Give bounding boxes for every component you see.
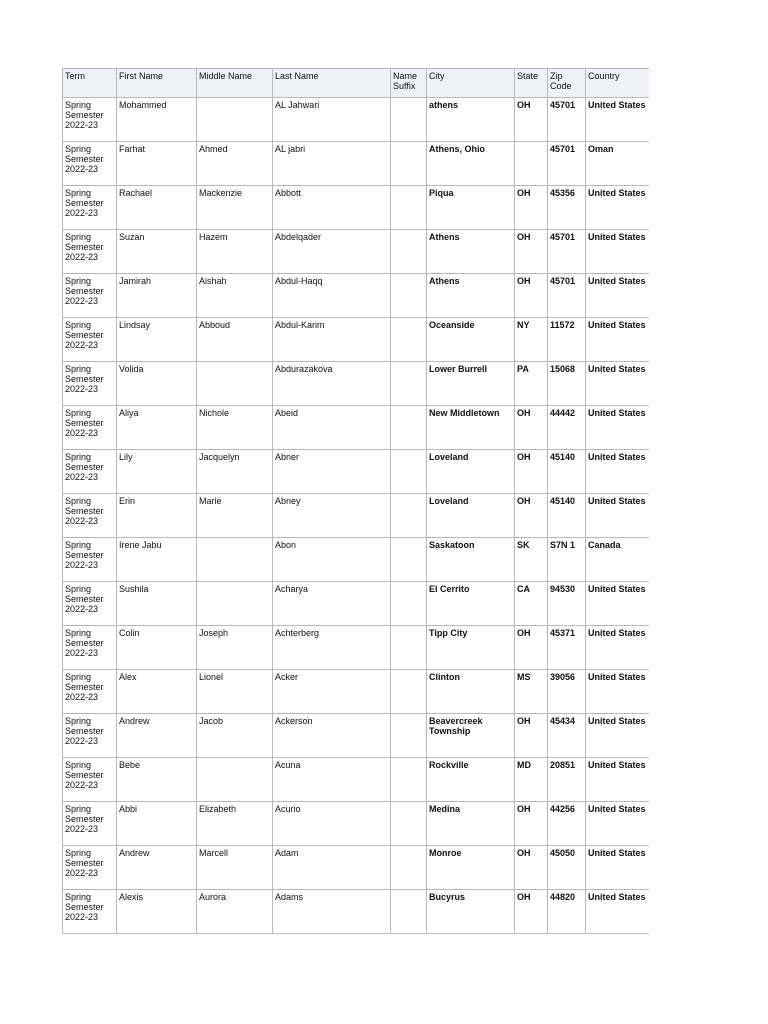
table-row <box>63 538 649 582</box>
cell-state: OH <box>515 626 548 670</box>
cell-term: Spring Semester 2022-23 <box>63 582 117 626</box>
cell-first-name: Colin <box>117 626 197 670</box>
table-row <box>63 670 649 714</box>
cell-zip-code: 11572 <box>548 318 586 362</box>
cell-last-name: AL Jahwari <box>273 98 391 142</box>
cell-middle-name: Joseph <box>197 626 273 670</box>
cell-state: OH <box>515 714 548 758</box>
table-row <box>63 758 649 802</box>
cell-country: United States <box>586 758 649 802</box>
cell-last-name: Abbott <box>273 186 391 230</box>
table-row <box>63 142 649 186</box>
cell-middle-name <box>197 98 273 142</box>
cell-last-name: Abdurazakova <box>273 362 391 406</box>
cell-term: Spring Semester 2022-23 <box>63 538 117 582</box>
cell-state <box>515 142 548 186</box>
cell-last-name: AL jabri <box>273 142 391 186</box>
cell-state: OH <box>515 230 548 274</box>
cell-zip-code: 44820 <box>548 890 586 934</box>
cell-first-name: Alex <box>117 670 197 714</box>
cell-middle-name: Abboud <box>197 318 273 362</box>
cell-name-suffix <box>391 890 427 934</box>
cell-city: Beavercreek Township <box>427 714 515 758</box>
cell-middle-name: Elizabeth <box>197 802 273 846</box>
cell-name-suffix <box>391 714 427 758</box>
cell-first-name: Andrew <box>117 846 197 890</box>
cell-name-suffix <box>391 230 427 274</box>
cell-middle-name: Mackenzie <box>197 186 273 230</box>
header-row <box>63 69 649 98</box>
cell-zip-code: 45434 <box>548 714 586 758</box>
cell-state: OH <box>515 846 548 890</box>
cell-city: El Cerrito <box>427 582 515 626</box>
cell-middle-name: Jacquelyn <box>197 450 273 494</box>
cell-city: Oceanside <box>427 318 515 362</box>
cell-country: United States <box>586 802 649 846</box>
cell-country: United States <box>586 450 649 494</box>
cell-last-name: Acharya <box>273 582 391 626</box>
cell-first-name: Sushila <box>117 582 197 626</box>
cell-term: Spring Semester 2022-23 <box>63 494 117 538</box>
table-row <box>63 626 649 670</box>
cell-name-suffix <box>391 802 427 846</box>
cell-city: Athens, Ohio <box>427 142 515 186</box>
table-row <box>63 274 649 318</box>
cell-zip-code: 45701 <box>548 142 586 186</box>
cell-state: NY <box>515 318 548 362</box>
cell-name-suffix <box>391 98 427 142</box>
table-row <box>63 494 649 538</box>
table-row <box>63 98 649 142</box>
cell-country: United States <box>586 714 649 758</box>
cell-name-suffix <box>391 494 427 538</box>
cell-middle-name <box>197 758 273 802</box>
column-header-last-name: Last Name <box>273 69 391 98</box>
cell-last-name: Abdelqader <box>273 230 391 274</box>
cell-zip-code: 15068 <box>548 362 586 406</box>
cell-middle-name <box>197 538 273 582</box>
column-header-name-suffix: Name Suffix <box>391 69 427 98</box>
cell-city: Loveland <box>427 494 515 538</box>
table-row <box>63 450 649 494</box>
cell-state: OH <box>515 406 548 450</box>
cell-first-name: Irene Jabu <box>117 538 197 582</box>
cell-first-name: Mohammed <box>117 98 197 142</box>
cell-first-name: Aliya <box>117 406 197 450</box>
cell-country: United States <box>586 230 649 274</box>
cell-state: OH <box>515 186 548 230</box>
cell-term: Spring Semester 2022-23 <box>63 142 117 186</box>
cell-name-suffix <box>391 758 427 802</box>
cell-zip-code: S7N 1 <box>548 538 586 582</box>
cell-country: United States <box>586 890 649 934</box>
cell-zip-code: 94530 <box>548 582 586 626</box>
cell-name-suffix <box>391 582 427 626</box>
table-body <box>63 98 649 934</box>
cell-term: Spring Semester 2022-23 <box>63 98 117 142</box>
cell-middle-name: Jacob <box>197 714 273 758</box>
table-row <box>63 362 649 406</box>
column-header-state: State <box>515 69 548 98</box>
cell-first-name: Andrew <box>117 714 197 758</box>
cell-first-name: Suzan <box>117 230 197 274</box>
cell-state: MD <box>515 758 548 802</box>
cell-state: OH <box>515 450 548 494</box>
column-header-zip-code: Zip Code <box>548 69 586 98</box>
cell-term: Spring Semester 2022-23 <box>63 274 117 318</box>
cell-zip-code: 45140 <box>548 450 586 494</box>
cell-city: Medina <box>427 802 515 846</box>
cell-city: New Middletown <box>427 406 515 450</box>
cell-state: PA <box>515 362 548 406</box>
column-header-middle-name: Middle Name <box>197 69 273 98</box>
table-row <box>63 802 649 846</box>
cell-last-name: Abney <box>273 494 391 538</box>
cell-country: United States <box>586 406 649 450</box>
cell-last-name: Abner <box>273 450 391 494</box>
cell-city: Bucyrus <box>427 890 515 934</box>
cell-zip-code: 45356 <box>548 186 586 230</box>
cell-state: OH <box>515 802 548 846</box>
cell-state: OH <box>515 890 548 934</box>
cell-middle-name <box>197 362 273 406</box>
cell-last-name: Acker <box>273 670 391 714</box>
cell-name-suffix <box>391 362 427 406</box>
cell-middle-name <box>197 582 273 626</box>
column-header-country: Country <box>586 69 649 98</box>
cell-country: United States <box>586 362 649 406</box>
table-row <box>63 186 649 230</box>
cell-term: Spring Semester 2022-23 <box>63 670 117 714</box>
cell-name-suffix <box>391 406 427 450</box>
column-header-first-name: First Name <box>117 69 197 98</box>
cell-city: Loveland <box>427 450 515 494</box>
student-roster-table <box>62 68 649 934</box>
cell-name-suffix <box>391 626 427 670</box>
cell-country: United States <box>586 186 649 230</box>
cell-country: United States <box>586 274 649 318</box>
cell-country: United States <box>586 494 649 538</box>
column-header-term: Term <box>63 69 117 98</box>
cell-state: SK <box>515 538 548 582</box>
cell-zip-code: 45701 <box>548 230 586 274</box>
cell-state: OH <box>515 274 548 318</box>
cell-term: Spring Semester 2022-23 <box>63 230 117 274</box>
table-row <box>63 890 649 934</box>
cell-first-name: Alexis <box>117 890 197 934</box>
cell-term: Spring Semester 2022-23 <box>63 714 117 758</box>
cell-middle-name: Ahmed <box>197 142 273 186</box>
cell-middle-name: Marie <box>197 494 273 538</box>
cell-country: Canada <box>586 538 649 582</box>
cell-zip-code: 45701 <box>548 274 586 318</box>
cell-middle-name: Marcell <box>197 846 273 890</box>
table-row <box>63 230 649 274</box>
cell-state: OH <box>515 98 548 142</box>
cell-name-suffix <box>391 186 427 230</box>
cell-state: MS <box>515 670 548 714</box>
cell-country: United States <box>586 318 649 362</box>
cell-last-name: Achterberg <box>273 626 391 670</box>
cell-term: Spring Semester 2022-23 <box>63 802 117 846</box>
cell-name-suffix <box>391 670 427 714</box>
cell-city: Tipp City <box>427 626 515 670</box>
cell-last-name: Adam <box>273 846 391 890</box>
cell-city: Lower Burrell <box>427 362 515 406</box>
cell-zip-code: 45140 <box>548 494 586 538</box>
cell-city: Saskatoon <box>427 538 515 582</box>
cell-zip-code: 39056 <box>548 670 586 714</box>
cell-term: Spring Semester 2022-23 <box>63 846 117 890</box>
cell-term: Spring Semester 2022-23 <box>63 890 117 934</box>
cell-term: Spring Semester 2022-23 <box>63 758 117 802</box>
cell-last-name: Adams <box>273 890 391 934</box>
cell-city: Clinton <box>427 670 515 714</box>
column-header-city: City <box>427 69 515 98</box>
cell-first-name: Lindsay <box>117 318 197 362</box>
cell-last-name: Acuna <box>273 758 391 802</box>
cell-term: Spring Semester 2022-23 <box>63 406 117 450</box>
cell-first-name: Erin <box>117 494 197 538</box>
table-row <box>63 318 649 362</box>
cell-term: Spring Semester 2022-23 <box>63 318 117 362</box>
cell-city: Piqua <box>427 186 515 230</box>
cell-state: CA <box>515 582 548 626</box>
cell-city: Athens <box>427 274 515 318</box>
cell-state: OH <box>515 494 548 538</box>
cell-first-name: Rachael <box>117 186 197 230</box>
cell-term: Spring Semester 2022-23 <box>63 362 117 406</box>
cell-zip-code: 44256 <box>548 802 586 846</box>
cell-middle-name: Nichole <box>197 406 273 450</box>
cell-name-suffix <box>391 538 427 582</box>
cell-term: Spring Semester 2022-23 <box>63 186 117 230</box>
cell-first-name: Jamirah <box>117 274 197 318</box>
cell-middle-name: Aurora <box>197 890 273 934</box>
cell-city: Monroe <box>427 846 515 890</box>
cell-zip-code: 44442 <box>548 406 586 450</box>
cell-first-name: Bebe <box>117 758 197 802</box>
table-row <box>63 846 649 890</box>
cell-name-suffix <box>391 450 427 494</box>
table-row <box>63 582 649 626</box>
cell-name-suffix <box>391 142 427 186</box>
cell-last-name: Abon <box>273 538 391 582</box>
table-row <box>63 714 649 758</box>
cell-last-name: Abdul-Haqq <box>273 274 391 318</box>
cell-middle-name: Lionel <box>197 670 273 714</box>
cell-first-name: Abbi <box>117 802 197 846</box>
cell-first-name: Volida <box>117 362 197 406</box>
cell-last-name: Abdul-Karim <box>273 318 391 362</box>
cell-first-name: Farhat <box>117 142 197 186</box>
cell-country: United States <box>586 582 649 626</box>
cell-last-name: Ackerson <box>273 714 391 758</box>
cell-term: Spring Semester 2022-23 <box>63 450 117 494</box>
cell-country: United States <box>586 98 649 142</box>
cell-country: United States <box>586 670 649 714</box>
cell-country: Oman <box>586 142 649 186</box>
table-row <box>63 406 649 450</box>
cell-middle-name: Hazem <box>197 230 273 274</box>
cell-zip-code: 45701 <box>548 98 586 142</box>
cell-last-name: Acurio <box>273 802 391 846</box>
cell-term: Spring Semester 2022-23 <box>63 626 117 670</box>
cell-zip-code: 45050 <box>548 846 586 890</box>
cell-city: athens <box>427 98 515 142</box>
cell-last-name: Abeid <box>273 406 391 450</box>
cell-zip-code: 45371 <box>548 626 586 670</box>
cell-city: Rockville <box>427 758 515 802</box>
cell-first-name: Lily <box>117 450 197 494</box>
cell-country: United States <box>586 846 649 890</box>
cell-zip-code: 20851 <box>548 758 586 802</box>
cell-name-suffix <box>391 846 427 890</box>
cell-name-suffix <box>391 274 427 318</box>
cell-middle-name: Aishah <box>197 274 273 318</box>
cell-country: United States <box>586 626 649 670</box>
cell-city: Athens <box>427 230 515 274</box>
cell-name-suffix <box>391 318 427 362</box>
